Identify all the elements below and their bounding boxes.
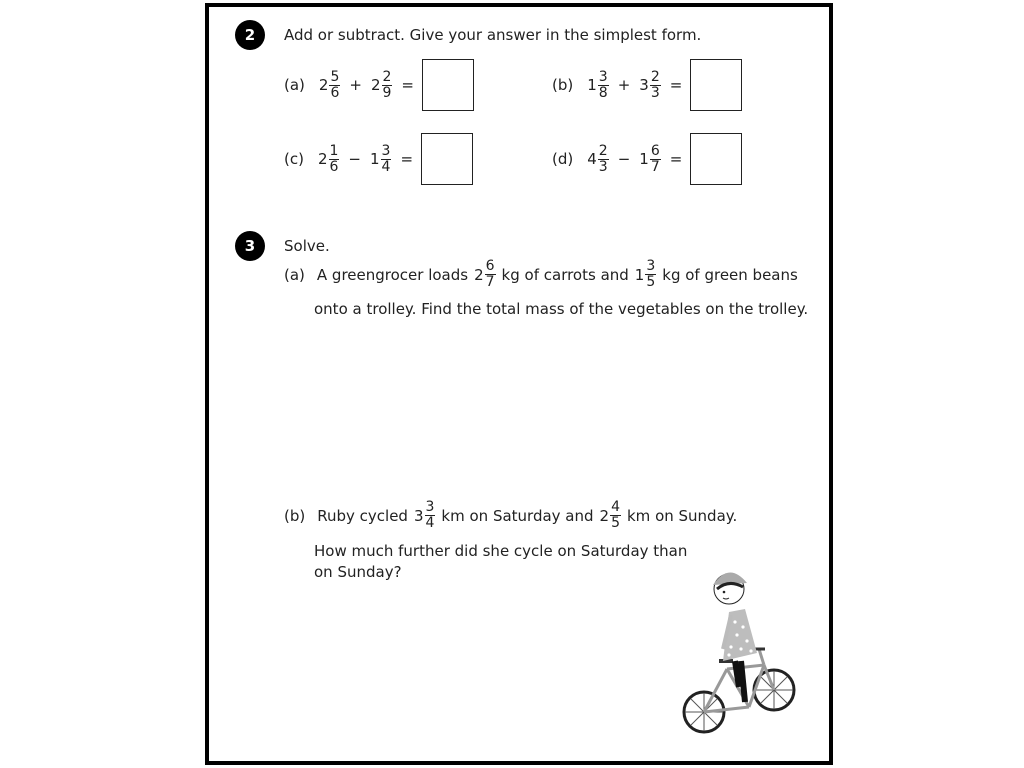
question-number: 2 bbox=[244, 26, 256, 44]
whole-part: 2 bbox=[599, 506, 610, 525]
question-text: A greengrocer loads bbox=[316, 265, 469, 284]
problem-label: (c) bbox=[284, 150, 304, 168]
whole-part: 1 bbox=[370, 150, 380, 168]
mixed-number bbox=[370, 144, 391, 175]
whole-part: 1 bbox=[587, 76, 597, 94]
question-text: kg of green beans bbox=[662, 265, 798, 284]
numerator: 3 bbox=[646, 258, 656, 274]
denominator: 7 bbox=[485, 274, 495, 290]
question-instruction: Add or subtract. Give your answer in the simplest form. bbox=[284, 26, 702, 44]
equals-sign: = bbox=[669, 76, 683, 94]
operator: + bbox=[617, 76, 631, 94]
denominator: 4 bbox=[425, 515, 435, 531]
problem-a bbox=[284, 59, 474, 111]
whole-part: 2 bbox=[370, 76, 381, 94]
equals-sign: = bbox=[669, 150, 683, 168]
denominator: 5 bbox=[646, 274, 656, 290]
question-number: 3 bbox=[244, 237, 256, 255]
mixed-number bbox=[600, 500, 621, 531]
operator: − bbox=[617, 150, 631, 168]
numerator: 5 bbox=[330, 68, 340, 85]
fraction bbox=[329, 144, 340, 175]
girl-on-bicycle-icon bbox=[679, 557, 799, 757]
mixed-number bbox=[414, 500, 435, 531]
question-number-badge bbox=[235, 20, 265, 50]
question-text: km on Saturday and bbox=[441, 506, 594, 525]
numerator: 2 bbox=[650, 68, 660, 85]
denominator: 3 bbox=[598, 158, 608, 175]
whole-part: 2 bbox=[318, 76, 329, 94]
whole-part: 4 bbox=[587, 150, 597, 168]
problem-b bbox=[552, 59, 742, 111]
numerator: 3 bbox=[425, 499, 435, 515]
problem-label: (a) bbox=[284, 265, 305, 284]
question-3a-line-1 bbox=[284, 259, 798, 290]
question-instruction: Solve. bbox=[284, 237, 330, 255]
mixed-number bbox=[635, 259, 656, 290]
mixed-number bbox=[639, 70, 660, 101]
fraction bbox=[425, 500, 436, 531]
worksheet-page bbox=[205, 3, 833, 765]
denominator: 9 bbox=[382, 84, 392, 101]
numerator: 6 bbox=[650, 142, 660, 159]
answer-box-c[interactable] bbox=[421, 133, 473, 185]
fraction bbox=[650, 70, 661, 101]
denominator: 4 bbox=[381, 158, 391, 175]
mixed-number bbox=[639, 144, 660, 175]
problem-c bbox=[284, 133, 473, 185]
fraction bbox=[598, 144, 609, 175]
denominator: 3 bbox=[650, 84, 660, 101]
numerator: 1 bbox=[329, 142, 339, 159]
whole-part: 3 bbox=[639, 76, 649, 94]
whole-part: 3 bbox=[413, 506, 424, 525]
whole-part: 2 bbox=[317, 150, 328, 168]
operator: − bbox=[348, 150, 361, 168]
numerator: 4 bbox=[611, 499, 620, 515]
mixed-number bbox=[587, 70, 608, 101]
denominator: 6 bbox=[329, 158, 339, 175]
fraction bbox=[650, 144, 661, 175]
fraction bbox=[381, 144, 392, 175]
answer-box-b[interactable] bbox=[690, 59, 742, 111]
question-3b-line-1 bbox=[284, 500, 737, 531]
question-text: km on Sunday. bbox=[627, 506, 738, 525]
question-text: kg of carrots and bbox=[501, 265, 629, 284]
numerator: 6 bbox=[485, 258, 495, 274]
fraction bbox=[382, 70, 393, 101]
mixed-number bbox=[318, 144, 339, 175]
answer-box-a[interactable] bbox=[422, 59, 474, 111]
denominator: 6 bbox=[330, 84, 340, 101]
equals-sign: = bbox=[400, 150, 414, 168]
whole-part: 1 bbox=[634, 265, 645, 284]
question-3b-line-2: How much further did she cycle on Saturday than bbox=[314, 542, 688, 560]
numerator: 2 bbox=[598, 142, 608, 159]
question-3b-line-3: on Sunday? bbox=[314, 563, 402, 581]
question-number-badge bbox=[235, 231, 265, 261]
question-text: Ruby cycled bbox=[317, 506, 408, 525]
denominator: 5 bbox=[611, 515, 620, 531]
numerator: 3 bbox=[381, 142, 391, 159]
denominator: 7 bbox=[650, 158, 660, 175]
answer-box-d[interactable] bbox=[690, 133, 742, 185]
problem-label: (d) bbox=[552, 150, 574, 168]
fraction bbox=[485, 259, 496, 290]
numerator: 2 bbox=[382, 68, 392, 85]
numerator: 3 bbox=[598, 68, 608, 85]
problem-d bbox=[552, 133, 742, 185]
question-3a-line-2: onto a trolley. Find the total mass of the vegetables on the trolley. bbox=[314, 300, 809, 318]
fraction bbox=[329, 70, 340, 101]
fraction bbox=[610, 500, 621, 531]
problem-label: (b) bbox=[552, 76, 574, 94]
fraction bbox=[645, 259, 656, 290]
problem-label: (b) bbox=[284, 506, 306, 525]
whole-part: 1 bbox=[639, 150, 649, 168]
mixed-number bbox=[587, 144, 608, 175]
operator: + bbox=[349, 76, 362, 94]
mixed-number bbox=[474, 259, 495, 290]
whole-part: 2 bbox=[474, 265, 484, 284]
denominator: 8 bbox=[598, 84, 608, 101]
fraction bbox=[598, 70, 609, 101]
equals-sign: = bbox=[401, 76, 414, 94]
mixed-number bbox=[371, 70, 392, 101]
mixed-number bbox=[319, 70, 340, 101]
problem-label: (a) bbox=[284, 76, 305, 94]
